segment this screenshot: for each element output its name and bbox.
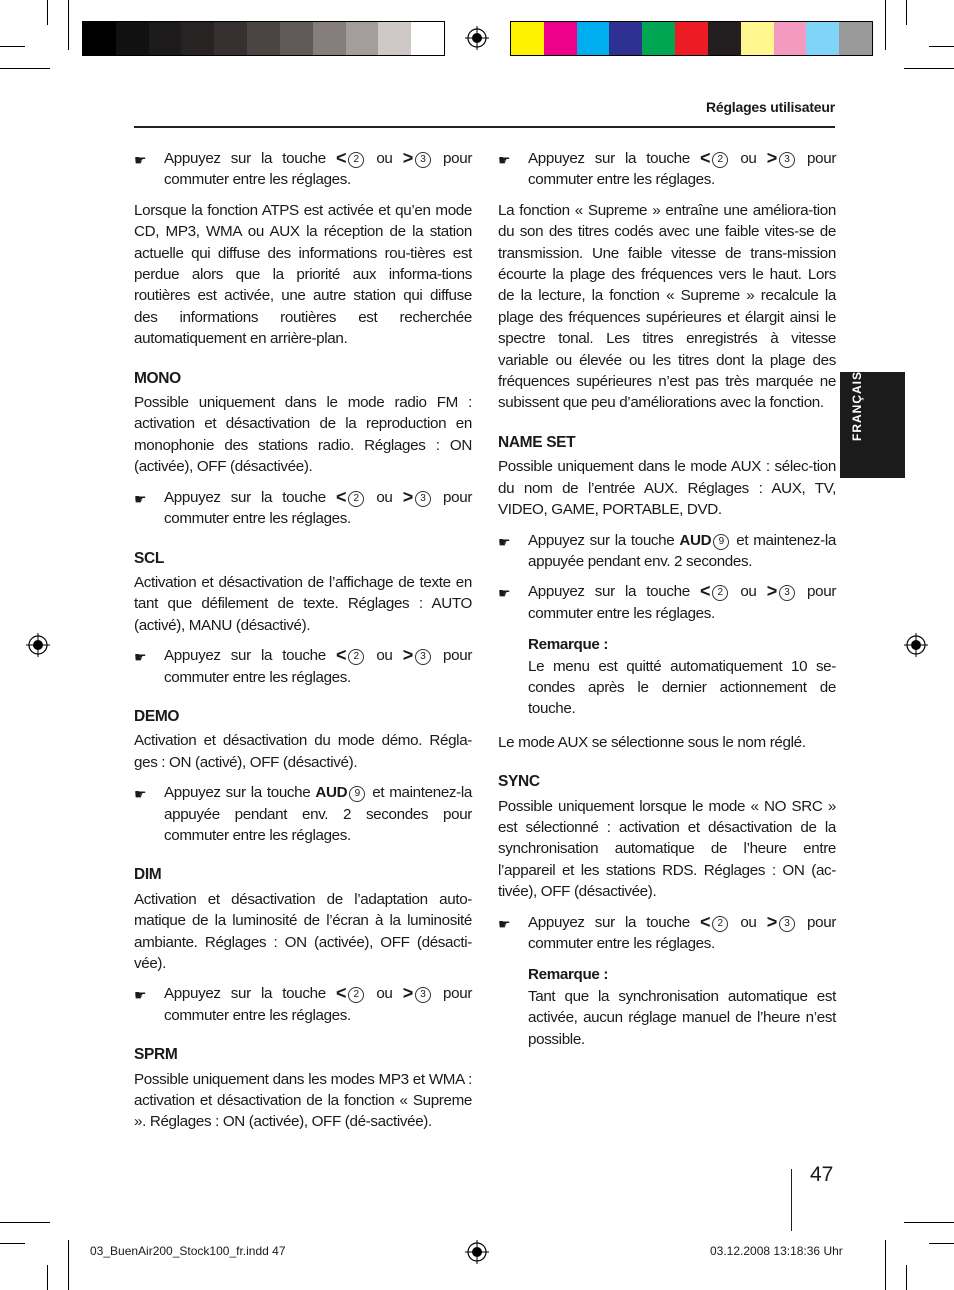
color-swatch xyxy=(280,22,313,55)
footer-timestamp: 03.12.2008 13:18:36 Uhr xyxy=(710,1244,843,1258)
key-number-badge: 3 xyxy=(415,649,431,665)
color-swatch xyxy=(247,22,280,55)
chevron-right-icon: > xyxy=(402,486,413,507)
paragraph: Activation et désactivation de l’affichage de texte en tant que défilement de texte. Réglages : AUTO (activé), MANU (désactivé). xyxy=(134,573,472,634)
key-number-badge: 9 xyxy=(349,786,365,802)
pointing-hand-icon: ☛ xyxy=(134,786,147,803)
paragraph: Lorsque la fonction ATPS est activée et qu’en mode CD, MP3, WMA ou AUX la réception de la station actuelle qui diffuse des informations rou-tières est perdue alors que la priorité aux informa-tions routières est activée, une autre station qui diffuse des informations routières est recherchée automatiquement en arrière-plan. xyxy=(134,201,472,348)
chevron-right-icon: > xyxy=(402,983,413,1004)
color-swatch xyxy=(511,22,544,55)
instruction-step: ☛ Appuyez sur la touche < 2 ou > 3 pour commuter entre les réglages. xyxy=(134,645,473,686)
note-heading: Remarque : xyxy=(528,966,609,984)
chevron-left-icon: < xyxy=(335,983,347,1004)
chevron-left-icon: < xyxy=(699,911,711,932)
header-rule xyxy=(134,126,835,128)
section-heading: SYNC xyxy=(498,773,540,791)
crop-mark xyxy=(904,1222,954,1223)
key-number-badge: 2 xyxy=(348,987,364,1003)
color-swatch xyxy=(116,22,149,55)
color-swatch xyxy=(378,22,411,55)
chevron-left-icon: < xyxy=(699,148,711,168)
crop-mark xyxy=(47,0,48,25)
note-text: Le menu est quitté automatiquement 10 se-condes après le dernier actionnement de touche. xyxy=(528,657,836,718)
instruction-step: ☛ Appuyez sur la touche < 2 ou > 3 pour commuter entre les réglages. xyxy=(134,148,473,189)
note-text: Tant que la synchronisation automatique est activée, aucun réglage manuel de l’heure n’est possible. xyxy=(528,987,836,1048)
section-heading: MONO xyxy=(134,369,181,387)
note-block xyxy=(528,634,836,720)
paragraph: Le mode AUX se sélectionne sous le nom réglé. xyxy=(498,733,806,751)
chevron-right-icon: > xyxy=(766,911,777,932)
chevron-right-icon: > xyxy=(766,581,777,602)
crop-mark xyxy=(0,68,50,69)
instruction-step: ☛ Appuyez sur la touche < 2 ou > 3 pour commuter entre les réglages. xyxy=(134,983,473,1024)
crop-mark xyxy=(904,68,954,69)
key-number-badge: 2 xyxy=(712,916,728,932)
instruction-step: ☛ Appuyez sur la touche < 2 ou > 3 pour commuter entre les réglages. xyxy=(498,911,837,952)
crop-mark xyxy=(885,0,886,50)
key-number-badge: 3 xyxy=(779,916,795,932)
pointing-hand-icon: ☛ xyxy=(134,490,147,507)
key-number-badge: 3 xyxy=(415,491,431,507)
pointing-hand-icon: ☛ xyxy=(498,585,511,602)
crop-mark xyxy=(906,1265,907,1290)
right-column xyxy=(498,146,836,1062)
pointing-hand-icon: ☛ xyxy=(134,987,147,1004)
instruction-step: ☛ Appuyez sur la touche < 2 ou > 3 pour commuter entre les réglages. xyxy=(498,148,837,189)
pointing-hand-icon: ☛ xyxy=(498,915,511,932)
crop-mark xyxy=(0,46,25,47)
key-number-badge: 3 xyxy=(415,987,431,1003)
color-swatch xyxy=(83,22,116,55)
crop-mark xyxy=(0,1222,50,1223)
color-swatch xyxy=(346,22,379,55)
pointing-hand-icon: ☛ xyxy=(498,533,511,550)
chevron-right-icon: > xyxy=(402,645,413,666)
crop-mark xyxy=(47,1265,48,1290)
color-bar xyxy=(510,21,873,56)
pointing-hand-icon: ☛ xyxy=(498,152,511,168)
crop-mark xyxy=(929,46,954,47)
instruction-step: ☛ Appuyez sur la touche < 2 ou > 3 pour commuter entre les réglages. xyxy=(134,486,473,528)
paragraph: Possible uniquement dans les modes MP3 et WMA : activation et désactivation de la fonction « Supreme ». Réglages : ON (activée), OFF (dé-sactivée). xyxy=(134,1070,472,1131)
paragraph: Possible uniquement dans le mode AUX : sélec-tion du nom de l’entrée AUX. Réglages : AUX, TV, VIDEO, GAME, PORTABLE, DVD. xyxy=(498,458,836,519)
aud-key-label: AUD xyxy=(315,784,348,802)
chevron-left-icon: < xyxy=(699,581,711,602)
color-swatch xyxy=(708,22,741,55)
crop-mark xyxy=(68,0,69,50)
crop-mark xyxy=(929,1243,954,1244)
chevron-left-icon: < xyxy=(335,645,347,666)
paragraph: Activation et désactivation du mode démo. Régla-ges : ON (activé), OFF (désactivé). xyxy=(134,732,472,771)
color-swatch xyxy=(577,22,610,55)
color-swatch xyxy=(181,22,214,55)
left-column xyxy=(134,146,472,1142)
registration-mark-icon xyxy=(26,633,50,657)
crop-mark xyxy=(68,1240,69,1290)
paragraph: Possible uniquement lorsque le mode « NO SRC » est sélectionné : activation et désactivation de la synchronisation automatique de l’heure entre l’appareil et les stations RDS. Réglages : ON (ac-tivée), OFF (désactivée). xyxy=(498,797,836,901)
crop-mark xyxy=(0,1243,25,1244)
instruction-step: ☛ Appuyez sur la touche AUD 9 et maintenez-la appuyée pendant env. 2 secondes. xyxy=(498,531,836,570)
section-heading: SPRM xyxy=(134,1046,178,1064)
color-swatch xyxy=(741,22,774,55)
paragraph: La fonction « Supreme » entraîne une améliora-tion du son des titres codés avec une faible vites-se de transmission. Une faible vitesse de trans-mission écourte la plage des fréquences vers le haut. Lors de la lecture, la fonction « Supreme » recalcule la plage des fréquences supérieures et élargit ainsi le spectre tonal. Les titres enregistrés à vitesse variable ou élevée ou les titres dont la plage des fréquences supérieures n’est pas très marquée ne subissent que peu d’améliorations avec la fonction. xyxy=(498,201,836,412)
registration-mark-icon xyxy=(465,1240,489,1264)
color-swatch xyxy=(214,22,247,55)
chevron-left-icon: < xyxy=(335,148,347,168)
color-swatch xyxy=(774,22,807,55)
key-number-badge: 2 xyxy=(348,649,364,665)
paragraph: Possible uniquement dans le mode radio FM : activation et désactivation de la reproduction en monophonie des stations radio. Réglages : ON (activée), OFF (désactivée). xyxy=(134,394,472,476)
instruction-step: ☛ Appuyez sur la touche AUD 9 et maintenez-la appuyée pendant env. 2 secondes pour commuter entre les réglages. xyxy=(134,784,472,844)
color-swatch xyxy=(675,22,708,55)
language-tab-label: FRANÇAIS xyxy=(850,371,864,441)
key-number-badge: 3 xyxy=(779,152,795,168)
chevron-right-icon: > xyxy=(766,148,777,168)
chevron-right-icon: > xyxy=(402,148,413,168)
section-heading: SCL xyxy=(134,549,164,567)
color-swatch xyxy=(839,22,872,55)
section-heading: DEMO xyxy=(134,707,180,725)
crop-mark xyxy=(885,1240,886,1290)
instruction-step: ☛ Appuyez sur la touche < 2 ou > 3 pour commuter entre les réglages. xyxy=(498,581,837,622)
grayscale-bar xyxy=(82,21,445,56)
crop-mark xyxy=(906,0,907,25)
registration-mark-icon xyxy=(904,633,928,657)
registration-mark-icon xyxy=(465,26,489,50)
color-swatch xyxy=(806,22,839,55)
key-number-badge: 2 xyxy=(348,491,364,507)
page-number-divider xyxy=(791,1169,792,1231)
pointing-hand-icon: ☛ xyxy=(134,152,147,168)
section-heading: DIM xyxy=(134,866,162,884)
key-number-badge: 2 xyxy=(712,152,728,168)
key-number-badge: 2 xyxy=(348,152,364,168)
color-swatch xyxy=(544,22,577,55)
color-swatch xyxy=(313,22,346,55)
color-swatch xyxy=(149,22,182,55)
aud-key-label: AUD xyxy=(679,531,712,549)
color-swatch xyxy=(411,22,444,55)
key-number-badge: 2 xyxy=(712,585,728,601)
color-swatch xyxy=(609,22,642,55)
page-header-title: Réglages utilisateur xyxy=(705,99,835,115)
pointing-hand-icon: ☛ xyxy=(134,649,147,666)
chevron-left-icon: < xyxy=(335,486,347,507)
key-number-badge: 3 xyxy=(779,585,795,601)
page-number: 47 xyxy=(810,1163,834,1186)
footer-filename: 03_BuenAir200_Stock100_fr.indd 47 xyxy=(90,1244,286,1258)
section-heading: NAME SET xyxy=(498,433,576,451)
key-number-badge: 9 xyxy=(713,534,729,550)
note-block xyxy=(528,964,836,1050)
color-swatch xyxy=(642,22,675,55)
note-heading: Remarque : xyxy=(528,636,609,654)
paragraph: Activation et désactivation de l’adaptation auto-matique de la luminosité de l’écran à la luminosité ambiante. Réglages : ON (activée), OFF (désacti-vée). xyxy=(134,890,472,972)
key-number-badge: 3 xyxy=(415,152,431,168)
